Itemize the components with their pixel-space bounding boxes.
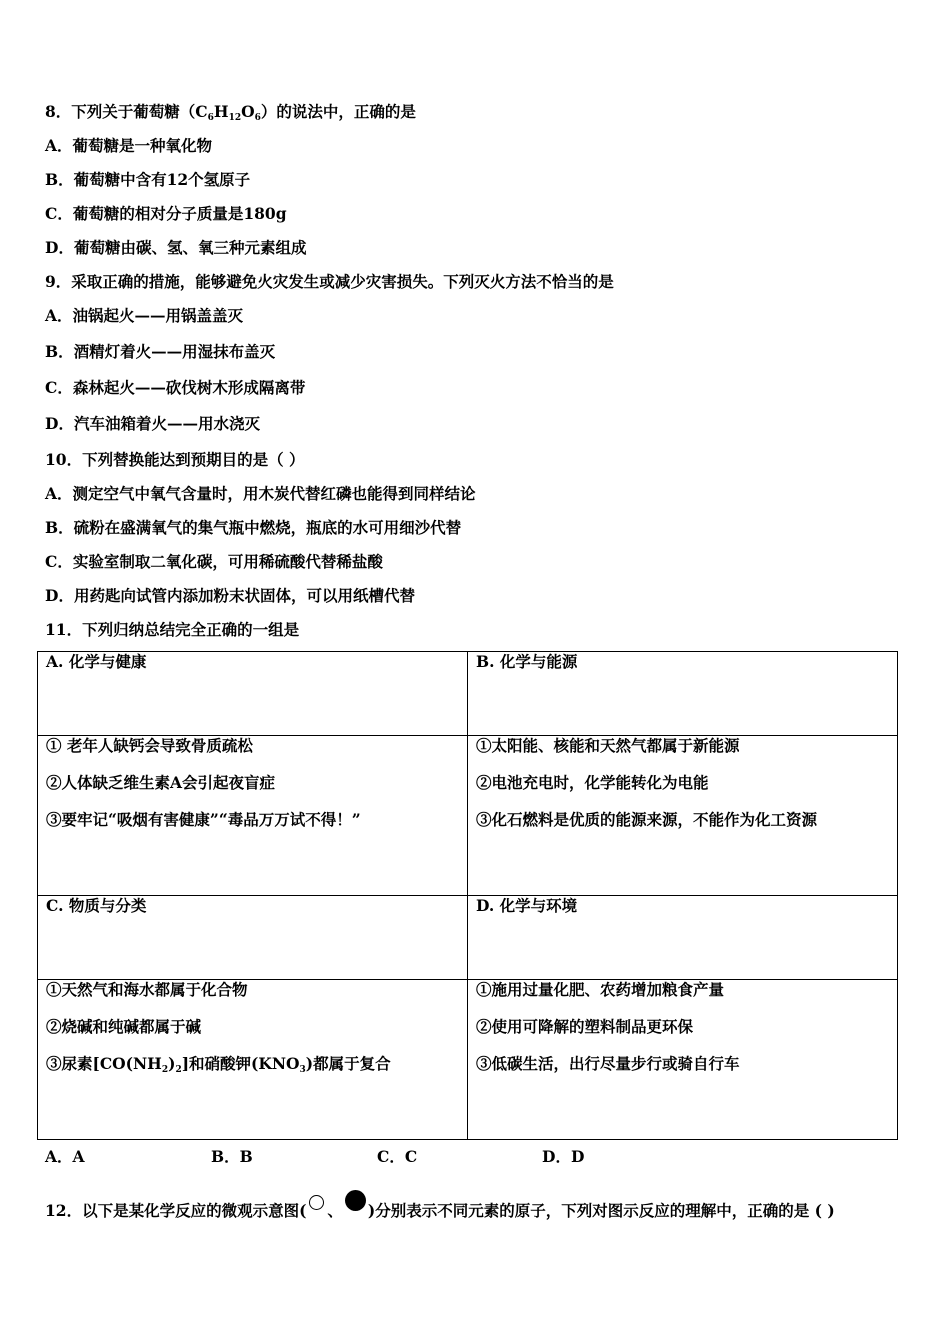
q10-option-c: C．实验室制取二氧化碳，可用稀硫酸代替稀盐酸 (45, 552, 383, 571)
q11-summary-table (37, 651, 898, 1140)
c-item: ①天然气和海水都属于化合物 (46, 980, 248, 999)
q8-option-c: C．葡萄糖的相对分子质量是180g (45, 204, 287, 223)
q10-option-d: D．用药匙向试管内添加粉末状固体，可以用纸槽代替 (45, 586, 415, 605)
q9-option-c: C．森林起火——砍伐树木形成隔离带 (45, 378, 306, 397)
cell-a-title: A. 化学与健康 (38, 652, 468, 736)
d-item: ③低碳生活，出行尽量步行或骑自行车 (476, 1054, 740, 1073)
q9-option-a: A．油锅起火——用锅盖盖灭 (45, 306, 244, 325)
cell-d-title: D. 化学与环境 (468, 896, 898, 980)
cell-b-title: B. 化学与能源 (468, 652, 898, 736)
q8-option-d: D．葡萄糖由碳、氢、氧三种元素组成 (45, 238, 307, 257)
b-item: ①太阳能、核能和天然气都属于新能源 (476, 736, 740, 755)
d-item: ②使用可降解的塑料制品更环保 (476, 1017, 694, 1036)
q8-stem: 8．下列关于葡萄糖$(C_6H_{12}O_6)$的说法中，正确的是 (45, 102, 416, 123)
q11-choice-d: D．D (542, 1147, 585, 1166)
q11-choice-c: C．C (377, 1147, 418, 1166)
hollow-atom-icon (309, 1195, 324, 1210)
q8-option-b: B．葡萄糖中含有12个氢原子 (45, 170, 251, 189)
a-item: ① 老年人缺钙会导致骨质疏松 (46, 736, 253, 755)
q9-stem: 9．采取正确的措施，能够避免火灾发生或减少灾害损失。下列灭火方法不恰当的是 (45, 272, 614, 291)
b-item: ③化石燃料是优质的能源来源，不能作为化工资源 (476, 810, 818, 829)
a-item: ②人体缺乏维生素A会引起夜盲症 (46, 773, 276, 792)
cell-d-items (468, 980, 898, 1140)
cell-a-items (38, 736, 468, 896)
q8-option-a: A．葡萄糖是一种氧化物 (45, 136, 213, 155)
b-item: ②电池充电时，化学能转化为电能 (476, 773, 709, 792)
solid-atom-icon (345, 1190, 366, 1211)
cell-b-items (468, 736, 898, 896)
c-item: ②烧碱和纯碱都属于碱 (46, 1017, 202, 1036)
cell-c-title: C. 物质与分类 (38, 896, 468, 980)
cell-c-items (38, 980, 468, 1140)
q11-choice-b: B．B (211, 1147, 253, 1166)
q9-option-d: D．汽车油箱着火——用水浇灭 (45, 414, 260, 433)
c-item: ③尿素$[CO(NH_2)_2]$和硝酸钾$(KNO_3)$都属于复合 (46, 1054, 391, 1075)
q11-stem: 11．下列归纳总结完全正确的一组是 (45, 620, 300, 639)
q12-stem: 12．以下是某化学反应的微观示意图( 、 )分别表示不同元素的原子，下列对图示反应的理解中，正确的是 ( ) (45, 1190, 835, 1221)
q9-option-b: B．酒精灯着火——用湿抹布盖灭 (45, 342, 276, 361)
q10-stem: 10．下列替换能达到预期目的是（ ） (45, 450, 305, 469)
q10-option-a: A．测定空气中氧气含量时，用木炭代替红磷也能得到同样结论 (45, 484, 476, 503)
d-item: ①施用过量化肥、农药增加粮食产量 (476, 980, 725, 999)
q11-choice-a: A．A (45, 1147, 85, 1166)
a-item: ③要牢记“吸烟有害健康”“毒品万万试不得！” (46, 810, 361, 829)
q10-option-b: B．硫粉在盛满氧气的集气瓶中燃烧，瓶底的水可用细沙代替 (45, 518, 462, 537)
